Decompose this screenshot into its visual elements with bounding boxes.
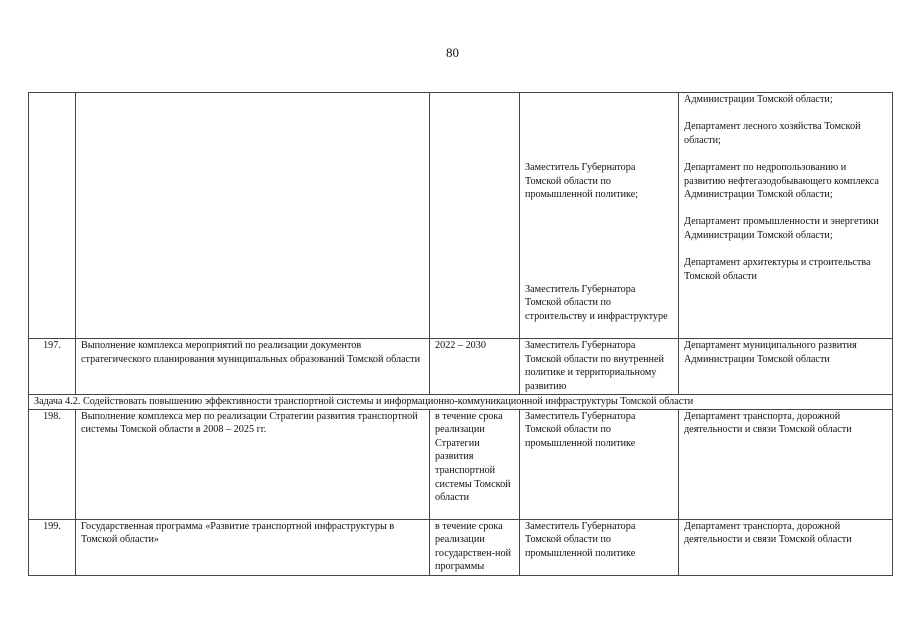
row-number-cell: 197. — [29, 339, 76, 395]
period-cell — [430, 93, 520, 339]
executor-text: Администрации Томской области; — [684, 94, 833, 105]
curator-text: Заместитель Губернатора Томской области по промышленной политике; — [525, 162, 639, 201]
task-row — [29, 395, 893, 410]
activity-cell: Государственная программа «Развитие транспортной инфраструктуры в Томской области» — [76, 519, 430, 575]
plan-table — [28, 92, 893, 576]
period-cell: в течение срока реализации Стратегии развития транспортной системы Томской области — [430, 409, 520, 519]
activity-cell: Выполнение комплекса мероприятий по реализации документов стратегического планирования муниципальных образований Томской области — [76, 339, 430, 395]
executor-text: Департамент лесного хозяйства Томской области; — [684, 121, 861, 146]
executor-cell: Департамент транспорта, дорожной деятельности и связи Томской области — [679, 519, 893, 575]
executor-text: Департамент архитектуры и строительства Томской области — [684, 257, 871, 282]
activity-cell — [76, 93, 430, 339]
activity-cell: Выполнение комплекса мер по реализации Стратегии развития транспортной системы Томской области в 2008 – 2025 гг. — [76, 409, 430, 519]
curator-cell — [520, 93, 679, 339]
row-number-cell: 198. — [29, 409, 76, 519]
curator-cell: Заместитель Губернатора Томской области по промышленной политике — [520, 519, 679, 575]
curator-text: Заместитель Губернатора Томской области по строительству и инфраструктуре — [525, 283, 668, 322]
table-row — [29, 519, 893, 575]
table-row — [29, 93, 893, 339]
period-cell: 2022 – 2030 — [430, 339, 520, 395]
row-number-cell — [29, 93, 76, 339]
executor-cell: Департамент муниципального развития Администрации Томской области — [679, 339, 893, 395]
executor-text: Департамент промышленности и энергетики Администрации Томской области; — [684, 216, 879, 241]
page-number: 80 — [446, 45, 459, 60]
curator-cell: Заместитель Губернатора Томской области по внутренней политике и территориальному развитию — [520, 339, 679, 395]
row-number-cell: 199. — [29, 519, 76, 575]
period-cell: в течение срока реализации государствен-ной программы — [430, 519, 520, 575]
executor-cell: Департамент транспорта, дорожной деятельности и связи Томской области — [679, 409, 893, 519]
executor-text: Департамент по недропользованию и развитию нефтегазодобывающего комплекса Администрации Томской области; — [684, 161, 879, 201]
table-row — [29, 409, 893, 519]
curator-cell: Заместитель Губернатора Томской области по промышленной политике — [520, 409, 679, 519]
table-row — [29, 339, 893, 395]
task-heading: Задача 4.2. Содействовать повышению эффективности транспортной системы и информационно-коммуникационной инфраструктуры Томской области — [29, 395, 893, 410]
executor-cell — [679, 93, 893, 339]
